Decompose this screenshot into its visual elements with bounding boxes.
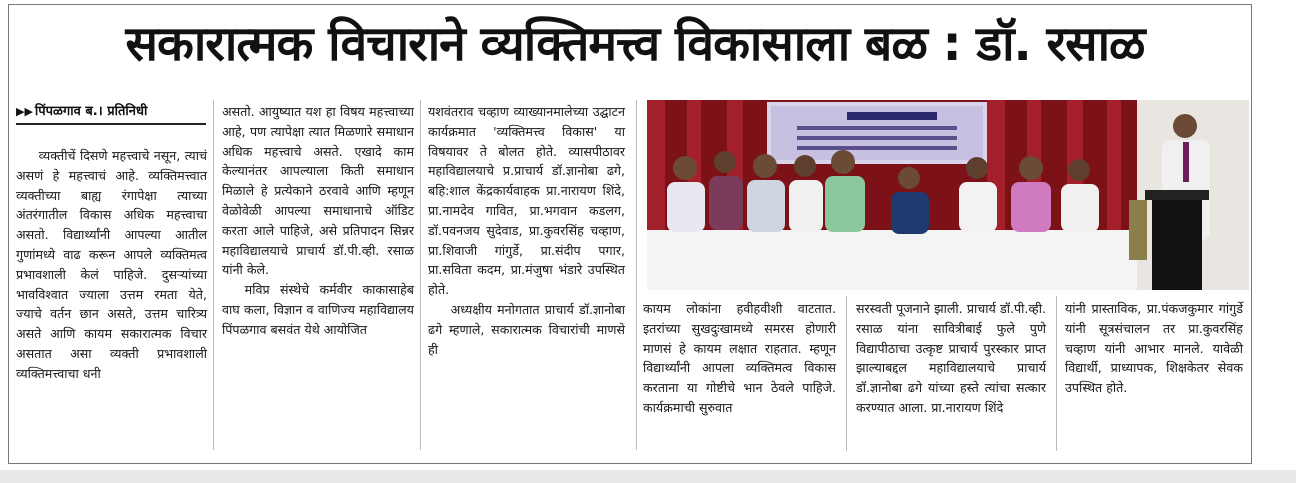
column-divider: [636, 100, 637, 450]
paragraph: असतो. आयुष्यात यश हा विषय महत्त्वाच्या आहे, पण त्यापेक्षा त्यात मिळणारे समाधान अधिक महत्त्वाचे असते. एखादे काम केल्यानंतर आपल्याला किती समाधान मिळाले हे प्रत्येकाने ठरवावे आणि म्हणून वेळोवेळी आपल्या समाधानाचे ऑडिट करता आले पाहिजे, असे प्रतिपादन सिन्नर महाविद्यालयाचे प्राचार्य डॉ.पी.व्ही. रसाळ यांनी केले.: [222, 104, 414, 278]
column-2: [222, 102, 414, 340]
double-arrow-icon: ▶▶: [16, 105, 33, 118]
column-divider: [846, 296, 847, 451]
page-edge: [0, 470, 1296, 483]
event-photo: [647, 100, 1249, 290]
column-5: [856, 299, 1046, 418]
paragraph: यांनी प्रास्ताविक, प्रा.पंकजकुमार गांगुर्डे यांनी सूत्रसंचालन तर प्रा.कुवरसिंह चव्हाण यांनी आभार मानले. यावेळी विद्यार्थी, प्राध्यापक, शिक्षकेतर सेवक उपस्थित होते.: [1065, 301, 1243, 396]
dateline-text: पिंपळगाव ब.। प्रतिनिधी: [34, 104, 148, 119]
paragraph: यशवंतराव चव्हाण व्याख्यानमालेच्या उद्घाटन कार्यक्रमात 'व्यक्तिमत्त्व विकास' या विषयावर ते बोलत होते. व्यासपीठावर महाविद्यालयाचे प्र.प्राचार्य डॉ.ज्ञानोबा ढगे, बहि:शाल केंद्रकार्यवाहक प्रा.नारायण शिंदे, प्रा.नामदेव गावित, प्रा.भगवान कडलग, डॉ.पवनजय सुदेवाड, प्रा.कुवरसिंह चव्हाण, प्रा.शिवाजी गांगुर्डे, प्रा.संदीप पगार, प्रा.सविता कदम, प्रा.मंजुषा भंडारे उपस्थित होते.: [428, 104, 625, 298]
column-divider: [1056, 296, 1057, 451]
paragraph: कायम लोकांना हवीहवीशी वाटतात. इतरांच्या सुखदुःखामध्ये समरस होणारी माणसं हे कायम लक्षात राहतात. म्हणून विद्यार्थ्यांनी आपला व्यक्तिमत्व विकास करताना या गोष्टीचे भान ठेवले पाहिजे. कार्यक्रमाची सुरुवात: [643, 301, 836, 415]
event-photo-illustration: [647, 100, 1249, 290]
headline: सकारात्मक विचाराने व्यक्तिमत्त्व विकासाला बळ : डॉ. रसाळ: [125, 16, 1145, 72]
dateline: [16, 101, 206, 125]
paragraph: सरस्वती पूजनाने झाली. प्राचार्य डॉ.पी.व्ही. रसाळ यांना सावित्रीबाई फुले पुणे विद्यापीठाचा उत्कृष्ट प्राचार्य पुरस्कार प्राप्त झाल्याबद्दल महाविद्यालयाचे प्राचार्य डॉ.ज्ञानोबा ढगे यांच्या हस्ते त्यांचा सत्कार करण्यात आला. प्रा.नारायण शिंदे: [856, 301, 1046, 415]
column-3: [428, 102, 625, 359]
paragraph: व्यक्तीचें दिसणे महत्त्वाचे नसून, त्याचं असणं हे महत्त्वाचं आहे. व्यक्तिमत्त्वात व्यक्तीच्या बाह्य रंगापेक्षा त्याच्या अंतरंगातील विकास अधिक महत्त्वाचा असतो. विद्यार्थ्यांनी आपल्या आतील गुणांमध्ये वाढ करून आपले व्यक्तिमत्व प्रभावशाली केलं पाहिजे. दुसऱ्यांच्या भावविश्वात ज्याला उत्तम रमता येते, ज्याचे वर्तन छान असते, उत्तम चारित्र्य असते आणि कायम सकारात्मक विचार असतात असा व्यक्ती प्रभावशाली व्यक्तिमत्त्वाचा धनी: [16, 148, 207, 381]
column-1: [16, 146, 207, 384]
column-6: [1065, 299, 1243, 398]
paragraph: अध्यक्षीय मनोगतात प्राचार्य डॉ.ज्ञानोबा ढगे म्हणाले, सकारात्मक विचारांची माणसे ही: [428, 301, 625, 357]
column-divider: [213, 100, 214, 450]
column-4: [643, 299, 836, 418]
paragraph: मविप्र संस्थेचे कर्मवीर काकासाहेब वाघ कला, विज्ञान व वाणिज्य महाविद्यालय पिंपळगाव बसवंत येथे आयोजित: [222, 282, 414, 337]
column-divider: [420, 100, 421, 450]
